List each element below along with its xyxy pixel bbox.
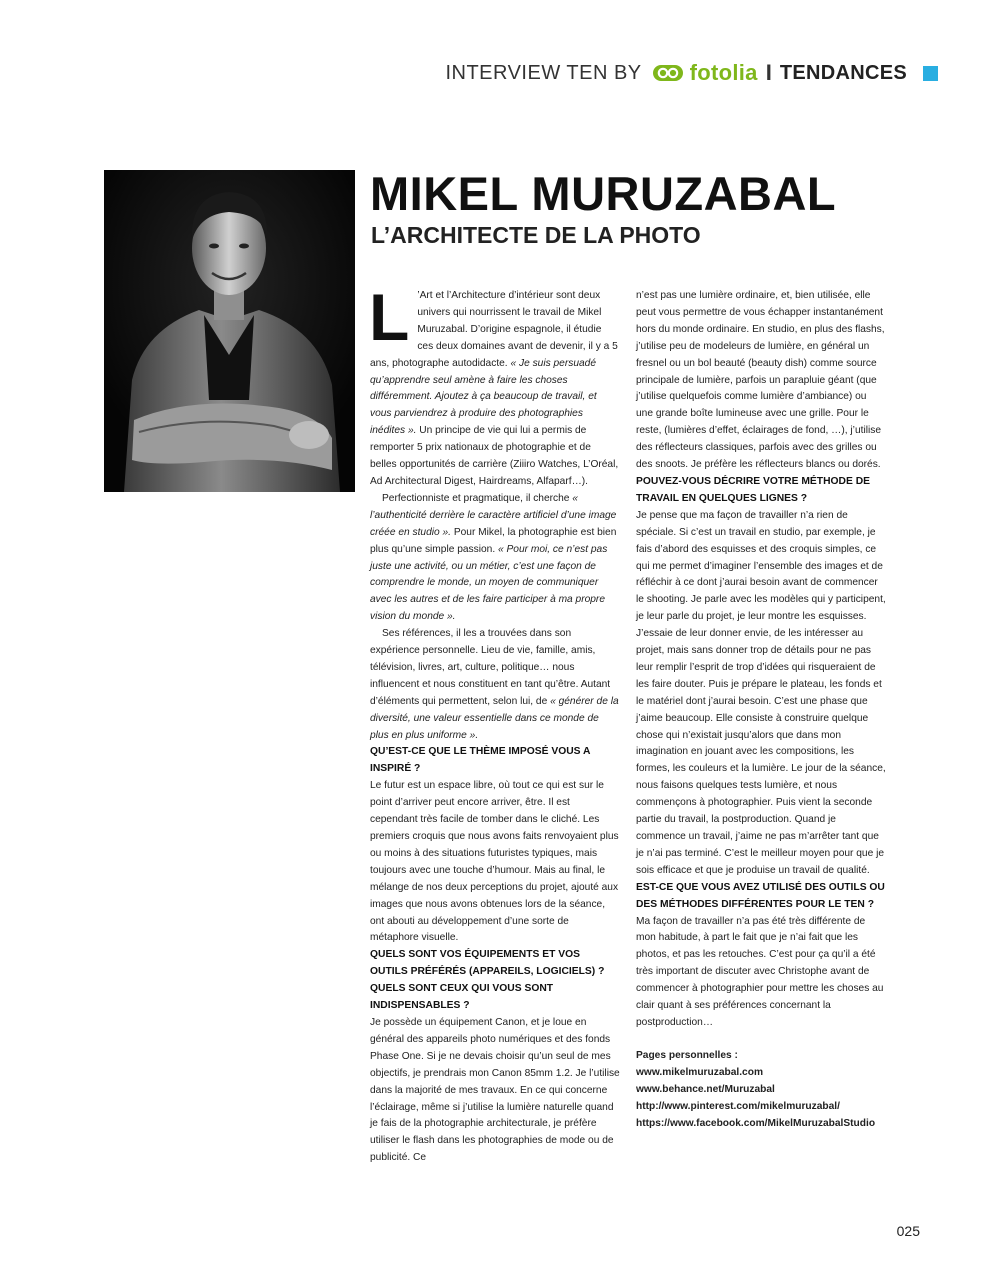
links-heading: Pages personnelles : [636, 1049, 738, 1061]
answer-paragraph: Ma façon de travailler n’a pas été très différente de mon habitude, à part le fait que je n’ai fait que les photos, et pas les retouches. C’est pour ça qu’il a été très important de discuter avec Christophe avant de commencer à photographier pour mettre les choses au clair quant à ses préférences concernant la postproduction… [636, 915, 884, 1028]
intro-text: Perfectionniste et pragmatique, il cherche [382, 492, 573, 504]
portrait-illustration [104, 170, 355, 492]
intro-quote: « Je suis persuadé qu’apprendre seul amène à faire les choses différemment. Ajoutez à ça beaucoup de travail, et vous parviendrez à produire des photographies inédites ». [370, 357, 597, 437]
answer-paragraph: Je pense que ma façon de travailler n’a rien de spéciale. Si c’est un travail en studio, par exemple, je fais d’abord des esquisses et des croquis simples, ce qui me permet d’imaginer l’ensemble des images et de réfléchir à ce dont j’aurai besoin avant de commencer le shooting. Je parle avec les modèles qui y participent, je leur parle du projet, je leur montre les esquisses. J’essaie de leur donner envie, de les intéresser au projet, mais sans donner trop de détails pour ne pas leur remplir l’esprit de trop d’idées qui risqueraient de les faire douter. Puis je prépare le plateau, les fonds et le matériel dont j’aurai besoin. C’est une phase que j’aime beaucoup. Elle consiste à construire quelque chose qui n’existait jusqu’alors que dans mon imagination en jouant avec les compositions, les formes, les couleurs et la lumière. Le jour de la séance, nous faisons quelques tests lumière, et nous commençons à photographier. Puis vient la seconde partie du travail, la postproduction. Quand je commence un travail, j’aime ne pas m’arrêter tant que je n’ai pas terminé. C’est le meilleur moyen pour que je sois efficace et que je produise un travail de qualité. [636, 509, 886, 876]
dropcap: L [369, 280, 410, 354]
intro-text: Un principe de vie qui lui a permis de remporter 5 prix nationaux de photographie et de belles opportunités de carrière (Ziiiro Watches, L’Oréal, Ad Architectural Digest, Hairdreams, Alfaparf…). [370, 425, 619, 487]
portrait-photo [104, 170, 355, 492]
link-behance[interactable]: www.behance.net/Muruzabal [636, 1083, 775, 1095]
intro-text: Ses références, il les a trouvées dans son expérience personnelle. Lieu de vie, famille, amis, télévision, livres, art, culture, politique… nous influencent et nous constituent en tant qu’être. Autant d’éléments qui permettent, selon lui, de [370, 628, 611, 707]
fotolia-logo-icon [652, 64, 684, 82]
link-pinterest[interactable]: http://www.pinterest.com/mikelmuruzabal/ [636, 1100, 840, 1112]
intro-paragraph-3 [370, 626, 620, 744]
article-subtitle: L’ARCHITECTE DE LA PHOTO [371, 222, 701, 248]
intro-text: ’Art et l’Architecture d’intérieur sont deux univers qui nourrissent le travail de Mikel Muruzabal. D’origine espagnole, il étudie ces deux domaines avant de devenir, il y a 5 ans, photographe autodidacte. [370, 290, 618, 369]
header-prefix: INTERVIEW TEN BY [445, 61, 642, 84]
article-column-left [369, 280, 620, 1167]
question-heading: QUELS SONT VOS ÉQUIPEMENTS ET VOS OUTILS PRÉFÉRÉS (APPAREILS, LOGICIELS) ? QUELS SONT CEUX QUI VOUS SONT INDISPENSABLES ? [370, 949, 605, 1012]
article-title-name: MIKEL MURUZABAL [370, 167, 837, 220]
section-square-marker [923, 66, 938, 81]
intro-text: Pour Mikel, la photographie est bien plus qu’une simple passion. [370, 526, 617, 555]
answer-paragraph: Je possède un équipement Canon, et je loue en général des appareils photo numériques et des fonds Phase One. Si je ne devais choisir qu’un seul de mes objectifs, je prendrais mon Canon 85mm 1.2. Je l’utilise dans la majorité de mes travaux. En ce qui concerne l’éclairage, même si j’utilise la lumière naturelle quand je fais de la photographie architecturale, je préfère utiliser le flash dans les photographies de mode ou de publicité. Ce [370, 1016, 620, 1164]
link-facebook[interactable]: https://www.facebook.com/MikelMuruzabalStudio [636, 1117, 876, 1129]
intro-quote: « Pour moi, ce n’est pas juste une activité, ou un métier, c’est une façon de comprendre le monde, un moyen de communiquer avec les autres et de les faire participer à ma propre vision du monde ». [370, 543, 608, 623]
page-number: 025 [896, 1223, 920, 1239]
question-heading: POUVEZ-VOUS DÉCRIRE VOTRE MÉTHODE DE TRAVAIL EN QUELQUES LIGNES ? [636, 475, 870, 504]
intro-paragraph-1 [369, 280, 620, 491]
answer-paragraph-continued: n’est pas une lumière ordinaire, et, bien utilisée, elle peut vous permettre de vous échapper instantanément hors du monde ordinaire. En studio, en plus des flashs, j’utilise peu de modeleurs de lumière, en général un fresnel ou un bol beauté (beauty dish) comme source principale de lumière, parfois un parapluie géant (que j’utilise quelquefois comme lumière d’ambiance) ou une grande boîte lumineuse avec une grille. Pour le reste, (lumières d’effet, éclairages de fond, …), j’utilise des réflecteurs classiques, parfois avec des grilles ou des snoots. Je préfère les réflecteurs blancs ou dorés. [636, 290, 885, 471]
header-separator: I [765, 60, 772, 85]
page-header [445, 58, 938, 88]
article-column-right [636, 288, 886, 1132]
question-heading: QU’EST-CE QUE LE THÈME IMPOSÉ VOUS A INSPIRÉ ? [370, 746, 591, 775]
answer-paragraph: Le futur est un espace libre, où tout ce qui est sur le point d’arriver peut encore arriver, être. Il est cependant très facile de tomber dans le cliché. Les premiers croquis que nous avons faits renvoyaient plus ou moins à des situations futuristes typiques, mais toujours avec une touche d’humour. Mais au final, le mélange de nos deux perceptions du projet, ajouté aux images que nous avons obtenues lors de la séance, ont abouti au développement d’une sorte de métaphore visuelle. [370, 780, 619, 944]
personal-links [636, 1048, 886, 1133]
header-section: TENDANCES [779, 61, 907, 84]
fotolia-logo-text: fotolia [689, 60, 758, 85]
intro-quote: « générer de la diversité, une valeur essentielle dans ce monde de plus en plus uniforme ». [370, 695, 619, 741]
link-website[interactable]: www.mikelmuruzabal.com [636, 1066, 764, 1078]
question-heading: EST-CE QUE VOUS AVEZ UTILISÉ DES OUTILS OU DES MÉTHODES DIFFÉRENTES POUR LE TEN ? [636, 881, 885, 910]
intro-quote: « l’authenticité derrière le caractère artificiel d’une image créée en studio ». [370, 492, 617, 538]
intro-paragraph-2 [370, 491, 620, 626]
